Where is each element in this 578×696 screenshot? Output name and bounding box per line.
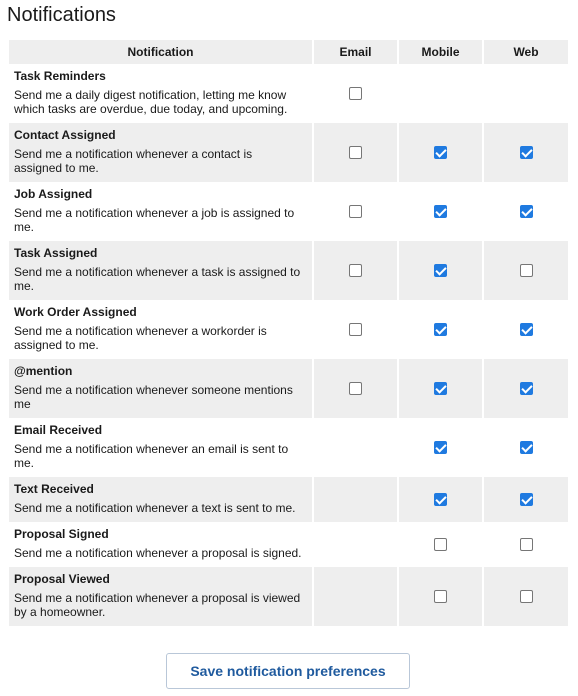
notification-row-text-received [9, 477, 568, 522]
notification-description: Send me a notification whenever a text is sent to me. [14, 501, 296, 515]
notification-description: Send me a notification whenever a proposal is signed. [14, 546, 302, 560]
mobile-cell [399, 477, 484, 522]
web-cell [484, 359, 568, 418]
notification-description: Send me a notification whenever a workorder is assigned to me. [14, 324, 267, 352]
notification-cell [9, 522, 314, 567]
web-cell [484, 477, 568, 522]
mobile-checkbox-job-assigned[interactable] [434, 205, 447, 218]
email-cell [314, 522, 399, 567]
notification-cell [9, 359, 314, 418]
web-cell [484, 300, 568, 359]
mobile-cell [399, 182, 484, 241]
mobile-checkbox-mention[interactable] [434, 382, 447, 395]
notification-title: Contact Assigned [14, 128, 116, 142]
email-checkbox-job-assigned[interactable] [349, 205, 362, 218]
notification-row-proposal-signed [9, 522, 568, 567]
notification-cell [9, 567, 314, 626]
notification-title: Job Assigned [14, 187, 93, 201]
notification-cell [9, 64, 314, 123]
mobile-cell [399, 241, 484, 300]
web-cell [484, 64, 568, 123]
email-checkbox-task-assigned[interactable] [349, 264, 362, 277]
web-cell [484, 182, 568, 241]
web-cell [484, 241, 568, 300]
notification-cell [9, 477, 314, 522]
notification-title: Text Received [14, 482, 94, 496]
email-cell [314, 182, 399, 241]
web-checkbox-work-order-assigned[interactable] [520, 323, 533, 336]
page-title: Notifications [7, 4, 116, 26]
mobile-checkbox-task-assigned[interactable] [434, 264, 447, 277]
header-mobile: Mobile [399, 40, 484, 64]
mobile-cell [399, 300, 484, 359]
web-checkbox-text-received[interactable] [520, 493, 533, 506]
email-cell [314, 418, 399, 477]
mobile-cell [399, 64, 484, 123]
web-checkbox-proposal-viewed[interactable] [520, 590, 533, 603]
notification-description: Send me a notification whenever someone mentions me [14, 383, 293, 411]
web-checkbox-proposal-signed[interactable] [520, 538, 533, 551]
mobile-checkbox-email-received[interactable] [434, 441, 447, 454]
notification-cell [9, 241, 314, 300]
notification-cell [9, 300, 314, 359]
notification-title: Proposal Signed [14, 527, 109, 541]
email-cell [314, 300, 399, 359]
notification-row-task-reminders [9, 64, 568, 123]
email-checkbox-contact-assigned[interactable] [349, 146, 362, 159]
notification-description: Send me a notification whenever an email is sent to me. [14, 442, 289, 470]
mobile-checkbox-proposal-signed[interactable] [434, 538, 447, 551]
email-cell [314, 359, 399, 418]
email-checkbox-work-order-assigned[interactable] [349, 323, 362, 336]
notification-cell [9, 123, 314, 182]
notification-row-email-received [9, 418, 568, 477]
notification-title: Work Order Assigned [14, 305, 137, 319]
notification-title: Task Reminders [14, 69, 106, 83]
notification-description: Send me a notification whenever a job is assigned to me. [14, 206, 295, 234]
header-web: Web [484, 40, 568, 64]
email-checkbox-mention[interactable] [349, 382, 362, 395]
email-cell [314, 64, 399, 123]
web-cell [484, 567, 568, 626]
header-email: Email [314, 40, 399, 64]
notification-row-proposal-viewed [9, 567, 568, 626]
notification-description: Send me a daily digest notification, letting me know which tasks are overdue, due today, and upcoming. [14, 88, 288, 116]
notification-row-job-assigned [9, 182, 568, 241]
notification-title: @mention [14, 364, 73, 378]
notification-row-mention [9, 359, 568, 418]
mobile-cell [399, 567, 484, 626]
notification-title: Email Received [14, 423, 103, 437]
notification-description: Send me a notification whenever a proposal is viewed by a homeowner. [14, 591, 301, 619]
notification-row-task-assigned [9, 241, 568, 300]
web-cell [484, 418, 568, 477]
web-checkbox-task-assigned[interactable] [520, 264, 533, 277]
email-cell [314, 241, 399, 300]
notification-row-contact-assigned [9, 123, 568, 182]
mobile-cell [399, 359, 484, 418]
web-checkbox-mention[interactable] [520, 382, 533, 395]
table-header-row [9, 40, 568, 64]
web-checkbox-job-assigned[interactable] [520, 205, 533, 218]
email-checkbox-task-reminders[interactable] [349, 87, 362, 100]
web-checkbox-contact-assigned[interactable] [520, 146, 533, 159]
notification-cell [9, 418, 314, 477]
notification-description: Send me a notification whenever a task is assigned to me. [14, 265, 301, 293]
mobile-checkbox-contact-assigned[interactable] [434, 146, 447, 159]
notification-row-work-order-assigned [9, 300, 568, 359]
notifications-table [9, 40, 568, 626]
notification-description: Send me a notification whenever a contact is assigned to me. [14, 147, 253, 175]
email-cell [314, 567, 399, 626]
web-cell [484, 123, 568, 182]
mobile-cell [399, 522, 484, 567]
mobile-checkbox-proposal-viewed[interactable] [434, 590, 447, 603]
web-cell [484, 522, 568, 567]
email-cell [314, 477, 399, 522]
web-checkbox-email-received[interactable] [520, 441, 533, 454]
mobile-checkbox-work-order-assigned[interactable] [434, 323, 447, 336]
mobile-checkbox-text-received[interactable] [434, 493, 447, 506]
notification-title: Task Assigned [14, 246, 98, 260]
save-preferences-button[interactable]: Save notification preferences [166, 653, 410, 689]
mobile-cell [399, 418, 484, 477]
notification-title: Proposal Viewed [14, 572, 110, 586]
header-notification: Notification [9, 40, 314, 64]
notification-cell [9, 182, 314, 241]
mobile-cell [399, 123, 484, 182]
email-cell [314, 123, 399, 182]
